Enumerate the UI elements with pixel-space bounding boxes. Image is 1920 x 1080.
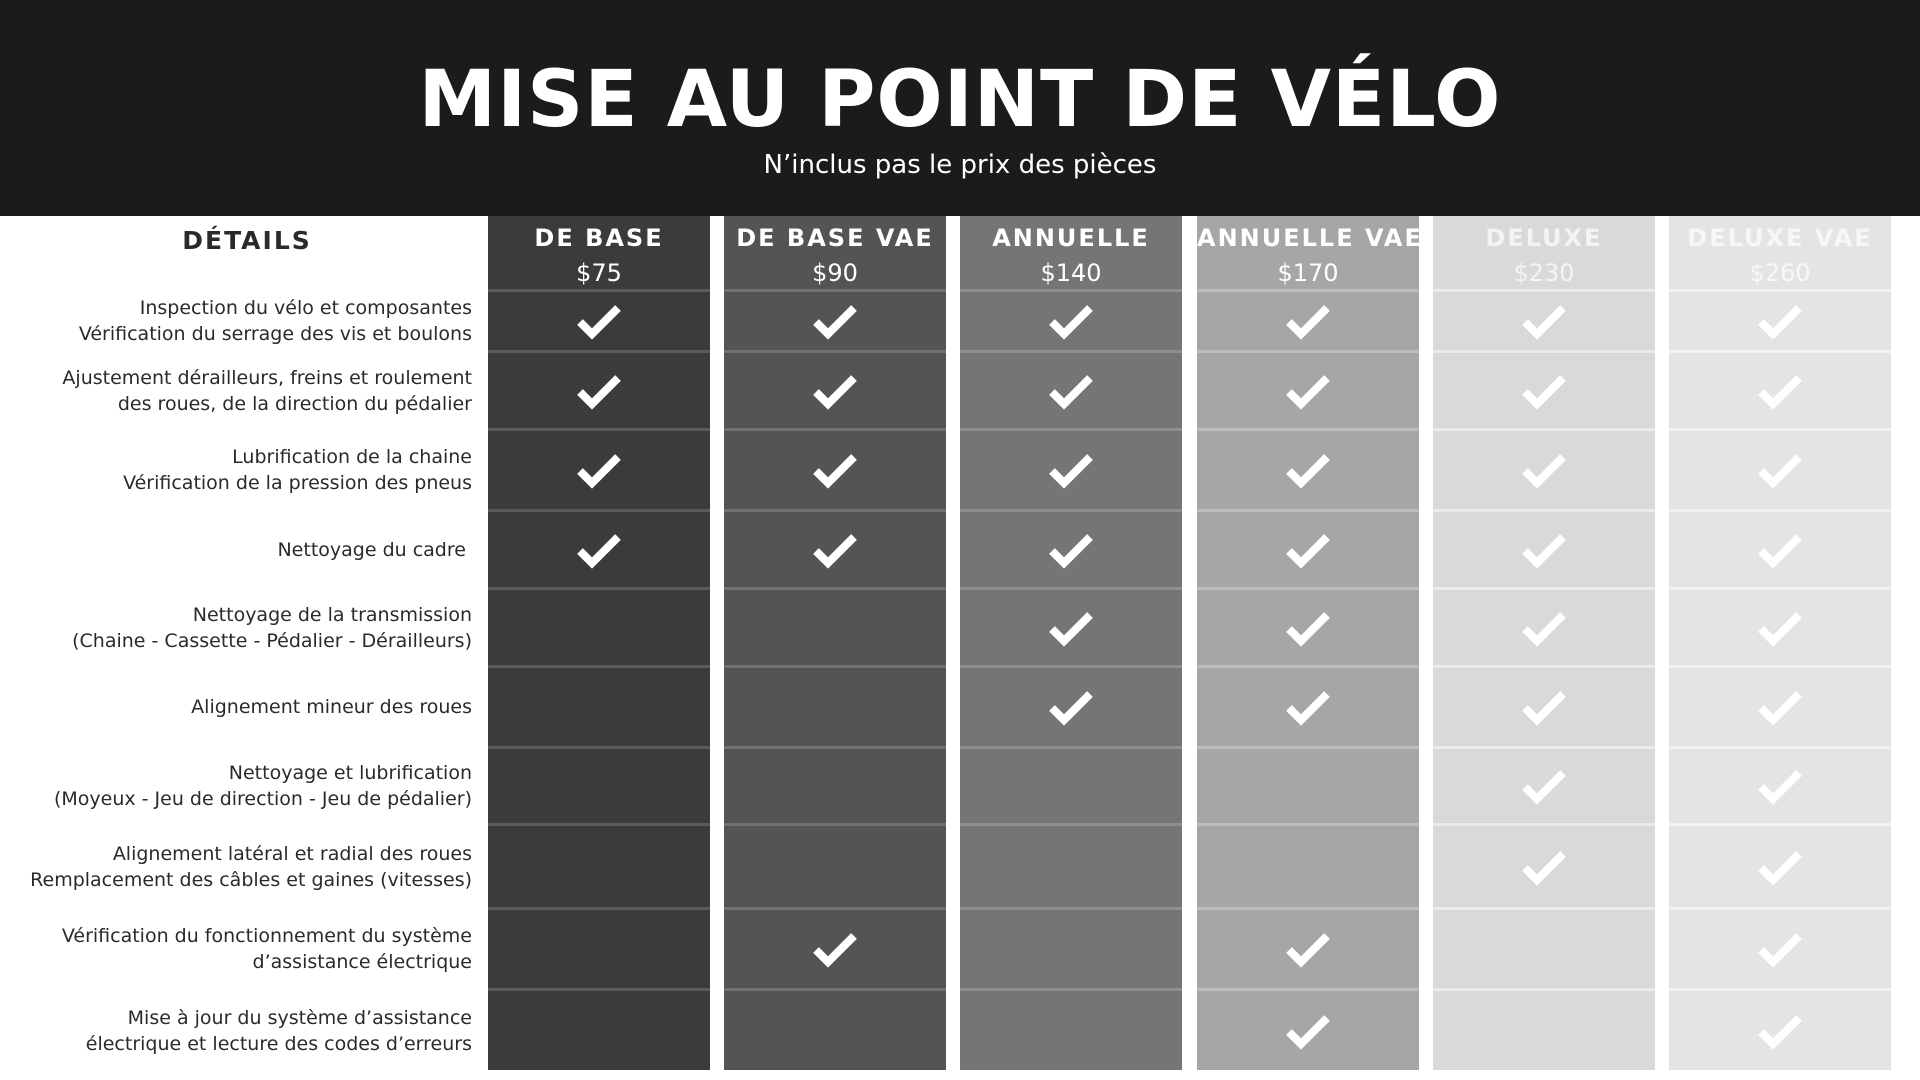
plan-column [960,216,1182,1070]
feature-label: Nettoyage de la transmission (Chaine - Cassette - Pédalier - Dérailleurs) [72,604,472,652]
plan-name: DELUXE VAE [1687,224,1873,252]
checkmark-icon [1046,608,1096,648]
row-divider [724,350,946,353]
row-divider [1669,350,1891,353]
checkmark-icon [1755,766,1805,806]
plan-header [724,216,946,292]
row-divider [1669,587,1891,590]
row-divider [724,509,946,512]
row-divider [960,350,1182,353]
row-divider [960,746,1182,749]
row-divider [1433,587,1655,590]
checkmark-icon [1046,301,1096,341]
checkmark-icon [1046,530,1096,570]
checkmark-icon [1519,766,1569,806]
row-divider [724,988,946,991]
checkmark-icon [1519,687,1569,727]
checkmark-icon [1519,847,1569,887]
feature-label: Lubrification de la chaine Vérification de la pression des pneus [123,446,472,494]
checkmark-icon [1283,687,1333,727]
row-divider [1197,988,1419,991]
row-divider [724,823,946,826]
plan-column [1669,216,1891,1070]
checkmark-icon [1283,301,1333,341]
row-divider [960,509,1182,512]
checkmark-icon [1755,687,1805,727]
row-divider [960,907,1182,910]
row-divider [488,428,710,431]
feature-label: Ajustement dérailleurs, freins et roulement des roues, de la direction du pédalier [62,367,472,415]
row-divider [1669,907,1891,910]
checkmark-icon [1283,1011,1333,1051]
checkmark-icon [1755,450,1805,490]
row-divider [960,823,1182,826]
row-divider [1433,823,1655,826]
checkmark-icon [810,530,860,570]
checkmark-icon [810,929,860,969]
page-subtitle: N’inclus pas le prix des pièces [763,150,1157,180]
checkmark-icon [1755,371,1805,411]
plan-header [1433,216,1655,292]
feature-label: Alignement mineur des roues [191,696,472,718]
row-divider [488,587,710,590]
row-divider [1669,988,1891,991]
row-divider [724,428,946,431]
plan-name: DELUXE [1485,224,1603,252]
checkmark-icon [810,371,860,411]
checkmark-icon [1519,608,1569,648]
plan-price: $90 [812,259,858,287]
row-divider [724,746,946,749]
row-divider [960,289,1182,292]
checkmark-icon [1755,530,1805,570]
row-divider [1433,350,1655,353]
plan-column [724,216,946,1070]
checkmark-icon [1519,371,1569,411]
row-divider [488,746,710,749]
plan-price: $170 [1277,259,1339,287]
row-divider [960,428,1182,431]
checkmark-icon [1283,929,1333,969]
checkmark-icon [1283,608,1333,648]
row-divider [1669,823,1891,826]
row-divider [1669,289,1891,292]
row-divider [1197,587,1419,590]
row-divider [724,665,946,668]
checkmark-icon [1046,450,1096,490]
row-divider [1197,350,1419,353]
row-divider [1197,289,1419,292]
row-divider [1433,428,1655,431]
checkmark-icon [1283,450,1333,490]
checkmark-icon [1755,929,1805,969]
row-divider [960,665,1182,668]
feature-label: Nettoyage et lubrification (Moyeux - Jeu de direction - Jeu de pédalier) [53,762,472,810]
plan-name: ANNUELLE [992,224,1150,252]
feature-label: Inspection du vélo et composantes Vérification du serrage des vis et boulons [78,297,472,345]
row-divider [1433,746,1655,749]
checkmark-icon [1519,530,1569,570]
checkmark-icon [574,450,624,490]
row-divider [488,289,710,292]
row-divider [1433,665,1655,668]
row-divider [488,988,710,991]
checkmark-icon [1283,530,1333,570]
page-title: MISE AU POINT DE VÉLO [418,55,1502,145]
plan-name: ANNUELLE VAE [1197,224,1423,252]
row-divider [488,823,710,826]
row-divider [724,587,946,590]
plan-header [960,216,1182,292]
checkmark-icon [1755,1011,1805,1051]
row-divider [488,907,710,910]
feature-label: Nettoyage du cadre [277,539,472,561]
row-divider [1197,509,1419,512]
plan-header [1197,216,1423,292]
feature-label: Mise à jour du système d’assistance électrique et lecture des codes d’erreurs [85,1007,472,1055]
feature-label: Alignement latéral et radial des roues Remplacement des câbles et gaines (vitesses) [30,843,472,891]
checkmark-icon [1046,687,1096,727]
row-divider [488,665,710,668]
plan-price: $230 [1513,259,1575,287]
checkmark-icon [1755,301,1805,341]
plan-name: DE BASE VAE [736,224,934,252]
plan-column [1197,216,1423,1070]
plan-column [488,216,710,1070]
row-divider [1433,907,1655,910]
checkmark-icon [1519,301,1569,341]
plan-price: $140 [1040,259,1102,287]
row-divider [1197,907,1419,910]
checkmark-icon [1046,371,1096,411]
row-divider [960,587,1182,590]
plan-price: $260 [1749,259,1811,287]
row-divider [1669,509,1891,512]
checkmark-icon [810,450,860,490]
row-divider [1433,289,1655,292]
plan-column [1433,216,1655,1070]
row-divider [488,350,710,353]
row-divider [1669,746,1891,749]
row-divider [1433,509,1655,512]
checkmark-icon [574,301,624,341]
feature-label: Vérification du fonctionnement du système d’assistance électrique [61,925,472,973]
row-divider [960,988,1182,991]
details-heading: DÉTAILS [182,226,312,255]
row-divider [1197,428,1419,431]
checkmark-icon [574,530,624,570]
row-divider [1669,428,1891,431]
row-divider [1197,665,1419,668]
checkmark-icon [1755,847,1805,887]
row-divider [1197,746,1419,749]
checkmark-icon [1283,371,1333,411]
checkmark-icon [574,371,624,411]
plan-name: DE BASE [534,224,664,252]
header [0,0,1920,216]
row-divider [1433,988,1655,991]
row-divider [724,289,946,292]
checkmark-icon [810,301,860,341]
row-divider [724,907,946,910]
checkmark-icon [1755,608,1805,648]
plan-price: $75 [576,259,622,287]
checkmark-icon [1519,450,1569,490]
plan-header [488,216,710,292]
row-divider [488,509,710,512]
row-divider [1669,665,1891,668]
plan-header [1669,216,1891,292]
row-divider [1197,823,1419,826]
